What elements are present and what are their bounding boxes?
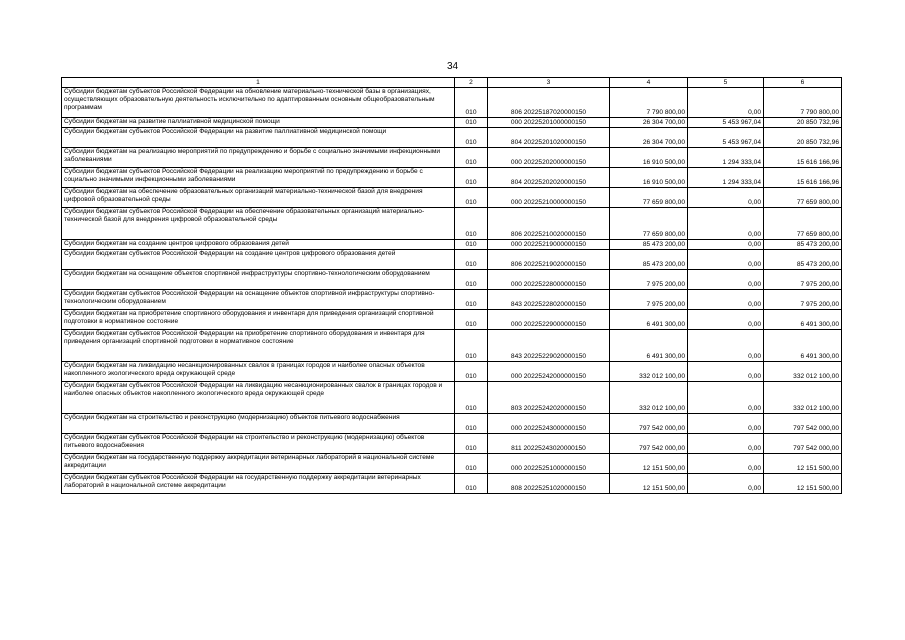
row-code-cell: 010 xyxy=(455,168,488,188)
row-plan-cell: 12 151 500,00 xyxy=(610,454,688,474)
row-kbk-cell: 806 20225210020000150 xyxy=(488,208,610,240)
row-code-cell: 010 xyxy=(455,118,488,128)
row-plan-cell: 332 012 100,00 xyxy=(610,362,688,382)
row-plan-cell: 26 304 700,00 xyxy=(610,128,688,148)
row-kbk-cell: 803 20225242020000150 xyxy=(488,382,610,414)
row-kbk-cell: 811 20225243020000150 xyxy=(488,434,610,454)
row-name-cell: Субсидии бюджетам субъектов Российской Федерации на реализацию мероприятий по предупреждению и борьбе с социально значимыми инфекционными заболеваниями xyxy=(62,168,455,188)
row-plan-cell: 797 542 000,00 xyxy=(610,434,688,454)
row-name-cell: Субсидии бюджетам на государственную поддержку аккредитации ветеринарных лабораторий в национальной системе аккредитации xyxy=(62,454,455,474)
row-name-cell: Субсидии бюджетам субъектов Российской Федерации на государственную поддержку аккредитации ветеринарных лабораторий в национальной системе аккредитации xyxy=(62,474,455,494)
row-kbk-cell: 000 20225251000000150 xyxy=(488,454,610,474)
row-plan-cell: 6 491 300,00 xyxy=(610,310,688,330)
row-plan-cell: 16 910 500,00 xyxy=(610,148,688,168)
row-rest-cell: 77 659 800,00 xyxy=(764,188,842,208)
table-row xyxy=(62,270,842,290)
row-rest-cell: 7 975 200,00 xyxy=(764,270,842,290)
row-kbk-cell: 843 20225229020000150 xyxy=(488,330,610,362)
row-plan-cell: 332 012 100,00 xyxy=(610,382,688,414)
row-rest-cell: 20 850 732,96 xyxy=(764,118,842,128)
row-exec-cell: 0,00 xyxy=(688,474,764,494)
row-rest-cell: 7 790 800,00 xyxy=(764,88,842,118)
row-exec-cell: 1 294 333,04 xyxy=(688,148,764,168)
row-rest-cell: 797 542 000,00 xyxy=(764,434,842,454)
row-name-cell: Субсидии бюджетам субъектов Российской Федерации на развитие паллиативной медицинской помощи xyxy=(62,128,455,148)
row-rest-cell: 85 473 200,00 xyxy=(764,250,842,270)
row-name-cell: Субсидии бюджетам субъектов Российской Федерации на приобретение спортивного оборудования и инвентаря для приведения организаций спортивной подготовки в нормативное состояние xyxy=(62,330,455,362)
page-number: 34 xyxy=(446,61,459,72)
table-row xyxy=(62,208,842,240)
row-code-cell: 010 xyxy=(455,148,488,168)
table-row xyxy=(62,128,842,148)
row-exec-cell: 0,00 xyxy=(688,208,764,240)
row-rest-cell: 12 151 500,00 xyxy=(764,454,842,474)
row-plan-cell: 85 473 200,00 xyxy=(610,240,688,250)
row-plan-cell: 7 975 200,00 xyxy=(610,270,688,290)
row-plan-cell: 77 659 800,00 xyxy=(610,188,688,208)
row-rest-cell: 12 151 500,00 xyxy=(764,474,842,494)
row-rest-cell: 6 491 300,00 xyxy=(764,330,842,362)
table-row xyxy=(62,310,842,330)
table-row xyxy=(62,362,842,382)
row-rest-cell: 332 012 100,00 xyxy=(764,382,842,414)
row-kbk-cell: 804 20225202020000150 xyxy=(488,168,610,188)
table-row xyxy=(62,290,842,310)
table-row xyxy=(62,250,842,270)
row-plan-cell: 85 473 200,00 xyxy=(610,250,688,270)
row-plan-cell: 7 975 200,00 xyxy=(610,290,688,310)
header-cell: 4 xyxy=(610,78,688,88)
row-code-cell: 010 xyxy=(455,414,488,434)
row-code-cell: 010 xyxy=(455,474,488,494)
row-rest-cell: 15 616 166,96 xyxy=(764,148,842,168)
row-kbk-cell: 806 20225187020000150 xyxy=(488,88,610,118)
row-name-cell: Субсидии бюджетам на обеспечение образовательных организаций материально-технической базой для внедрения цифровой образовательной среды xyxy=(62,188,455,208)
row-plan-cell: 6 491 300,00 xyxy=(610,330,688,362)
table-row xyxy=(62,414,842,434)
table-row xyxy=(62,188,842,208)
row-plan-cell: 12 151 500,00 xyxy=(610,474,688,494)
header-cell: 5 xyxy=(688,78,764,88)
row-code-cell: 010 xyxy=(455,250,488,270)
row-kbk-cell: 000 20225219000000150 xyxy=(488,240,610,250)
row-name-cell: Субсидии бюджетам на ликвидацию несанкционированных свалок в границах городов и наиболее опасных объектов накопленного экологического вреда окружающей среде xyxy=(62,362,455,382)
row-rest-cell: 20 850 732,96 xyxy=(764,128,842,148)
row-exec-cell: 0,00 xyxy=(688,330,764,362)
header-cell: 6 xyxy=(764,78,842,88)
row-name-cell: Субсидии бюджетам субъектов Российской Федерации на строительство и реконструкцию (модернизацию) объектов питьевого водоснабжения xyxy=(62,434,455,454)
row-kbk-cell: 843 20225228020000150 xyxy=(488,290,610,310)
row-exec-cell: 0,00 xyxy=(688,270,764,290)
row-kbk-cell: 000 20225201000000150 xyxy=(488,118,610,128)
table-header-row xyxy=(62,78,842,88)
table-row xyxy=(62,168,842,188)
row-rest-cell: 77 659 800,00 xyxy=(764,208,842,240)
table-row xyxy=(62,454,842,474)
row-name-cell: Субсидии бюджетам на оснащение объектов спортивной инфраструктуры спортивно-технологическим оборудованием xyxy=(62,270,455,290)
row-plan-cell: 7 790 800,00 xyxy=(610,88,688,118)
row-code-cell: 010 xyxy=(455,382,488,414)
row-kbk-cell: 806 20225219020000150 xyxy=(488,250,610,270)
row-kbk-cell: 000 20225202000000150 xyxy=(488,148,610,168)
row-exec-cell: 0,00 xyxy=(688,188,764,208)
row-name-cell: Субсидии бюджетам на приобретение спортивного оборудования и инвентаря для приведения организаций спортивной подготовки в нормативное состояние xyxy=(62,310,455,330)
row-kbk-cell: 000 20225228000000150 xyxy=(488,270,610,290)
row-plan-cell: 797 542 000,00 xyxy=(610,414,688,434)
row-exec-cell: 0,00 xyxy=(688,362,764,382)
row-kbk-cell: 000 20225242000000150 xyxy=(488,362,610,382)
row-exec-cell: 0,00 xyxy=(688,240,764,250)
row-plan-cell: 77 659 800,00 xyxy=(610,208,688,240)
row-exec-cell: 5 453 967,04 xyxy=(688,128,764,148)
row-exec-cell: 0,00 xyxy=(688,250,764,270)
row-name-cell: Субсидии бюджетам на создание центров цифрового образования детей xyxy=(62,240,455,250)
table-row xyxy=(62,118,842,128)
row-plan-cell: 16 910 500,00 xyxy=(610,168,688,188)
row-rest-cell: 797 542 000,00 xyxy=(764,414,842,434)
row-code-cell: 010 xyxy=(455,240,488,250)
row-name-cell: Субсидии бюджетам субъектов Российской Федерации на оснащение объектов спортивной инфраструктуры спортивно-технологическим оборудованием xyxy=(62,290,455,310)
row-kbk-cell: 000 20225210000000150 xyxy=(488,188,610,208)
row-kbk-cell: 804 20225201020000150 xyxy=(488,128,610,148)
row-rest-cell: 332 012 100,00 xyxy=(764,362,842,382)
row-name-cell: Субсидии бюджетам субъектов Российской Федерации на обеспечение образовательных организаций материально-технической базой для внедрения цифровой образовательной среды xyxy=(62,208,455,240)
table-row xyxy=(62,382,842,414)
header-cell: 3 xyxy=(488,78,610,88)
row-exec-cell: 1 294 333,04 xyxy=(688,168,764,188)
row-kbk-cell: 000 20225243000000150 xyxy=(488,414,610,434)
table-row xyxy=(62,330,842,362)
row-code-cell: 010 xyxy=(455,434,488,454)
row-code-cell: 010 xyxy=(455,310,488,330)
header-cell: 1 xyxy=(62,78,455,88)
row-rest-cell: 85 473 200,00 xyxy=(764,240,842,250)
row-name-cell: Субсидии бюджетам субъектов Российской Федерации на ликвидацию несанкционированных свалок в границах городов и наиболее опасных объектов накопленного экологического вреда окружающей среде xyxy=(62,382,455,414)
table-row xyxy=(62,240,842,250)
table-row xyxy=(62,474,842,494)
row-exec-cell: 0,00 xyxy=(688,454,764,474)
row-exec-cell: 0,00 xyxy=(688,382,764,414)
row-name-cell: Субсидии бюджетам субъектов Российской Федерации на создание центров цифрового образования детей xyxy=(62,250,455,270)
row-code-cell: 010 xyxy=(455,454,488,474)
table-row xyxy=(62,434,842,454)
row-code-cell: 010 xyxy=(455,330,488,362)
budget-table xyxy=(61,77,842,494)
row-code-cell: 010 xyxy=(455,270,488,290)
row-code-cell: 010 xyxy=(455,362,488,382)
row-name-cell: Субсидии бюджетам на строительство и реконструкцию (модернизацию) объектов питьевого водоснабжения xyxy=(62,414,455,434)
row-exec-cell: 0,00 xyxy=(688,414,764,434)
row-rest-cell: 15 616 166,96 xyxy=(764,168,842,188)
row-exec-cell: 0,00 xyxy=(688,290,764,310)
row-rest-cell: 7 975 200,00 xyxy=(764,290,842,310)
row-plan-cell: 26 304 700,00 xyxy=(610,118,688,128)
row-kbk-cell: 808 20225251020000150 xyxy=(488,474,610,494)
row-exec-cell: 0,00 xyxy=(688,88,764,118)
header-cell: 2 xyxy=(455,78,488,88)
row-code-cell: 010 xyxy=(455,88,488,118)
row-code-cell: 010 xyxy=(455,188,488,208)
row-name-cell: Субсидии бюджетам на реализацию мероприятий по предупреждению и борьбе с социально значимыми инфекционными заболеваниями xyxy=(62,148,455,168)
row-code-cell: 010 xyxy=(455,290,488,310)
row-code-cell: 010 xyxy=(455,128,488,148)
row-exec-cell: 0,00 xyxy=(688,310,764,330)
row-kbk-cell: 000 20225229000000150 xyxy=(488,310,610,330)
row-code-cell: 010 xyxy=(455,208,488,240)
row-name-cell: Субсидии бюджетам субъектов Российской Федерации на обновление материально-технической базы в организациях, осуществляющих образовательную деятельность исключительно по адаптированным основным общеобразовательным программам xyxy=(62,88,455,118)
table-row xyxy=(62,148,842,168)
row-exec-cell: 0,00 xyxy=(688,434,764,454)
row-rest-cell: 6 491 300,00 xyxy=(764,310,842,330)
row-name-cell: Субсидии бюджетам на развитие паллиативной медицинской помощи xyxy=(62,118,455,128)
table-row xyxy=(62,88,842,118)
row-exec-cell: 5 453 967,04 xyxy=(688,118,764,128)
